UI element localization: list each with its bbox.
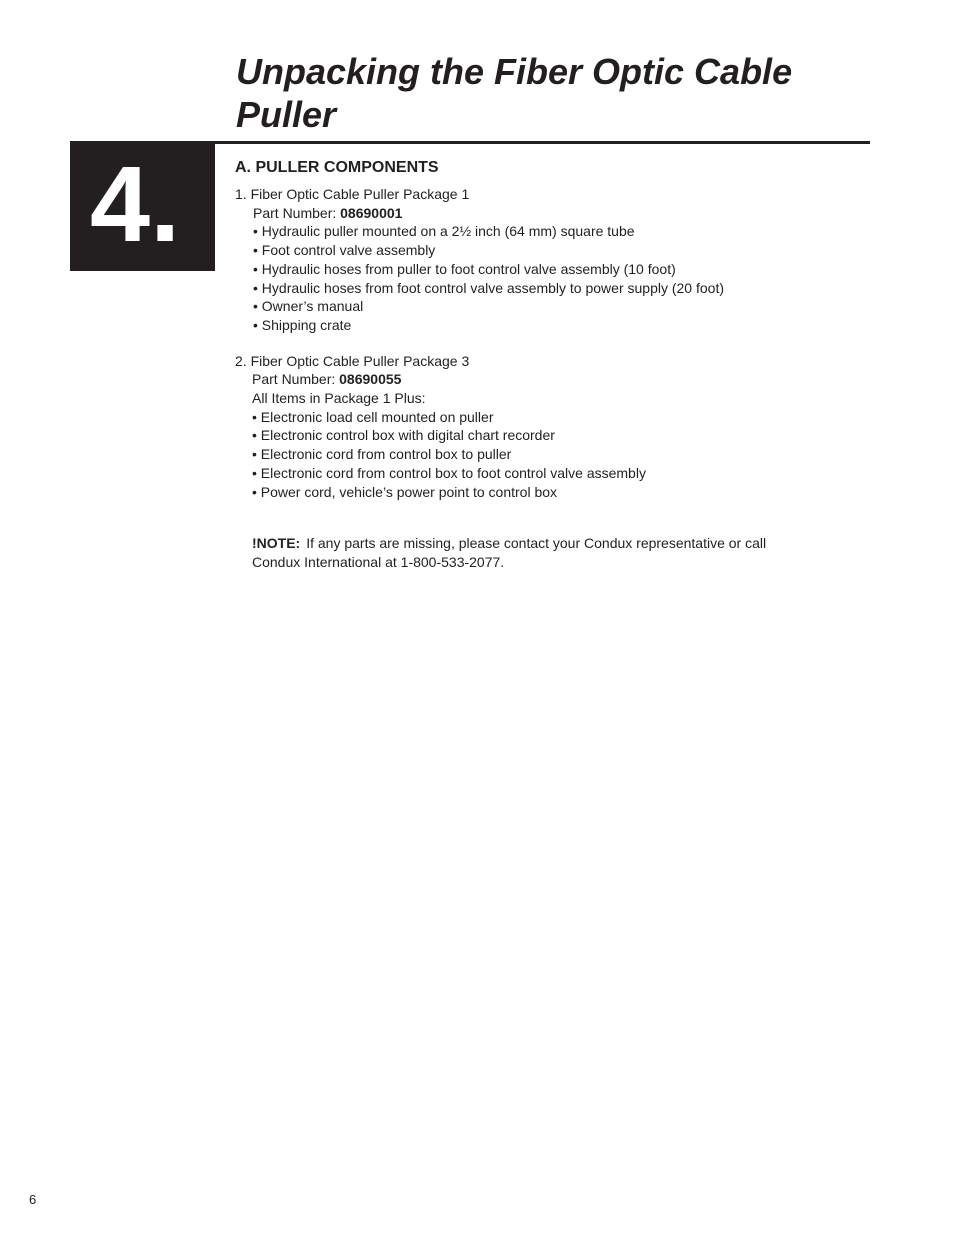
page-number: 6 [29,1192,37,1207]
package-title: 1. Fiber Optic Cable Puller Package 1 [235,186,470,202]
list-item: • Electronic cord from control box to puller [252,446,512,463]
package-1 [235,185,855,335]
page-title: Unpacking the Fiber Optic Cable Puller [236,51,793,135]
section-content [235,158,855,572]
chapter-badge [70,141,215,271]
spacer [235,335,855,352]
component-list [235,408,855,502]
section-heading: A. PULLER COMPONENTS [235,159,439,176]
title-divider [215,141,870,144]
list-item: • Electronic cord from control box to foot control valve assembly [252,464,646,481]
part-number-label: Part Number: [252,371,340,388]
list-item: • Foot control valve assembly [253,242,436,259]
list-item: • Electronic load cell mounted on puller [252,408,494,425]
list-item: • Hydraulic hoses from puller to foot control valve assembly (10 foot) [253,260,676,277]
includes-note: All Items in Package 1 Plus: [252,390,426,407]
part-number: 08690001 [340,204,403,221]
list-item: • Hydraulic hoses from foot control valve assembly to power supply (20 foot) [253,279,724,296]
part-number: 08690055 [339,371,402,388]
list-item: • Power cord, vehicle’s power point to control box [252,483,558,500]
part-number-line [253,204,855,223]
chapter-number: 4. [90,143,181,264]
part-number-label: Part Number: [253,204,341,221]
package-title: 2. Fiber Optic Cable Puller Package 3 [235,352,470,369]
note-text: If any parts are missing, please contact your Condux representative or call Condux International at 1-800-533-2077. [252,535,767,571]
part-number-line [252,370,855,389]
component-list [235,222,855,334]
list-item: • Owner’s manual [253,298,364,315]
package-3 [235,352,855,502]
list-item: • Electronic control box with digital chart recorder [252,427,555,444]
note-callout [252,534,772,572]
note-label: !NOTE: [252,535,301,552]
list-item: • Hydraulic puller mounted on a 2½ inch (64 mm) square tube [253,223,635,240]
list-item: • Shipping crate [253,316,352,333]
